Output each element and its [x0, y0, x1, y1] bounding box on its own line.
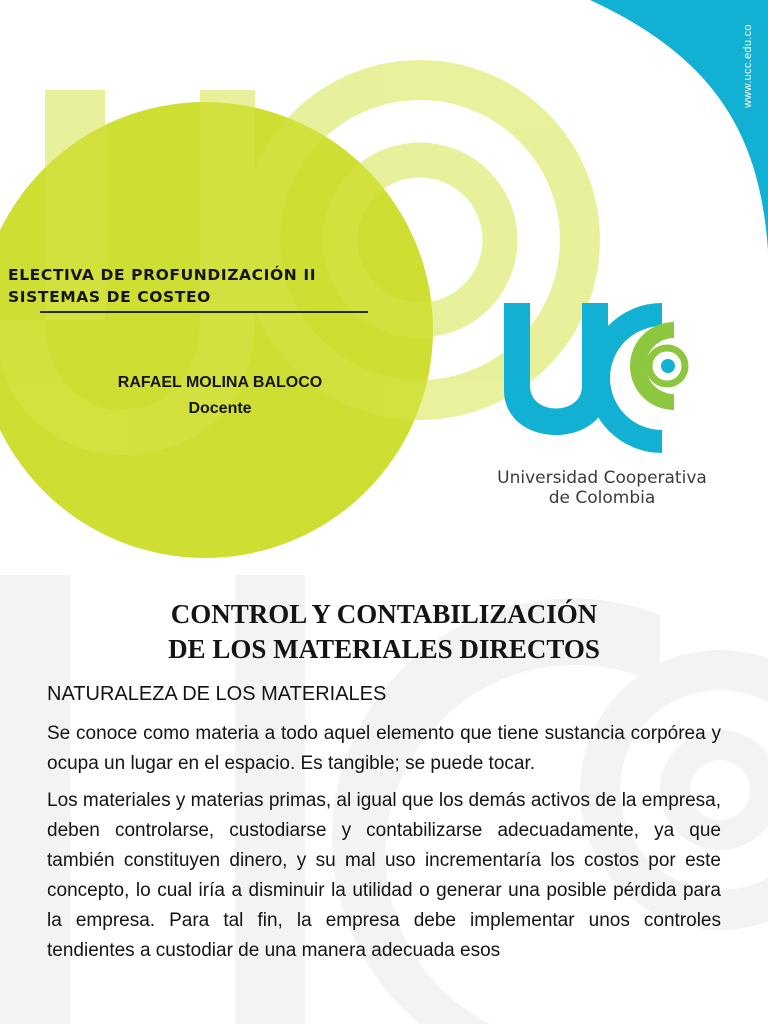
course-title-line1: ELECTIVA DE PROFUNDIZACIÓN II	[8, 266, 317, 284]
teacher-block	[60, 370, 380, 422]
teacher-role: Docente	[188, 400, 252, 417]
content-title	[0, 597, 768, 667]
content-title-line2: DE LOS MATERIALES DIRECTOS	[168, 634, 600, 664]
course-title	[8, 264, 388, 308]
teacher-name: RAFAEL MOLINA BALOCO	[117, 374, 323, 391]
university-name-line1: Universidad Cooperativa	[497, 468, 707, 488]
university-name-line2: de Colombia	[548, 488, 656, 508]
website-url[interactable]	[733, 6, 763, 126]
paragraph-1: Se conoce como materia a todo aquel elemento que tiene sustancia corpórea y ocupa un lugar en el espacio. Es tangible; se puede tocar.	[47, 723, 721, 774]
content-slide	[0, 575, 768, 1024]
title-underline	[40, 311, 368, 313]
university-name	[482, 468, 722, 508]
content-title-line1: CONTROL Y CONTABILIZACIÓN	[170, 599, 598, 629]
content-body	[47, 719, 721, 973]
section-heading: NATURALEZA DE LOS MATERIALES	[47, 683, 387, 705]
website-url-text[interactable]: www.ucc.edu.co	[742, 24, 754, 108]
ucc-logo	[482, 298, 722, 518]
ucc-logo-mark-icon	[482, 298, 722, 463]
paragraph-2: Los materiales y materias primas, al igual que los demás activos de la empresa, deben controlarse, custodiarse y contabilizarse adecuadamente, ya que también constituyen dinero, y su mal uso incrementaría los costos por este concepto, lo cual iría a disminuir la utilidad o generar una posible pérdida para la empresa. Para tal fin, la empresa debe implementar unos controles tendientes a custodiar de una manera adecuada esos	[47, 790, 721, 961]
course-title-line2: SISTEMAS DE COSTEO	[8, 288, 211, 306]
